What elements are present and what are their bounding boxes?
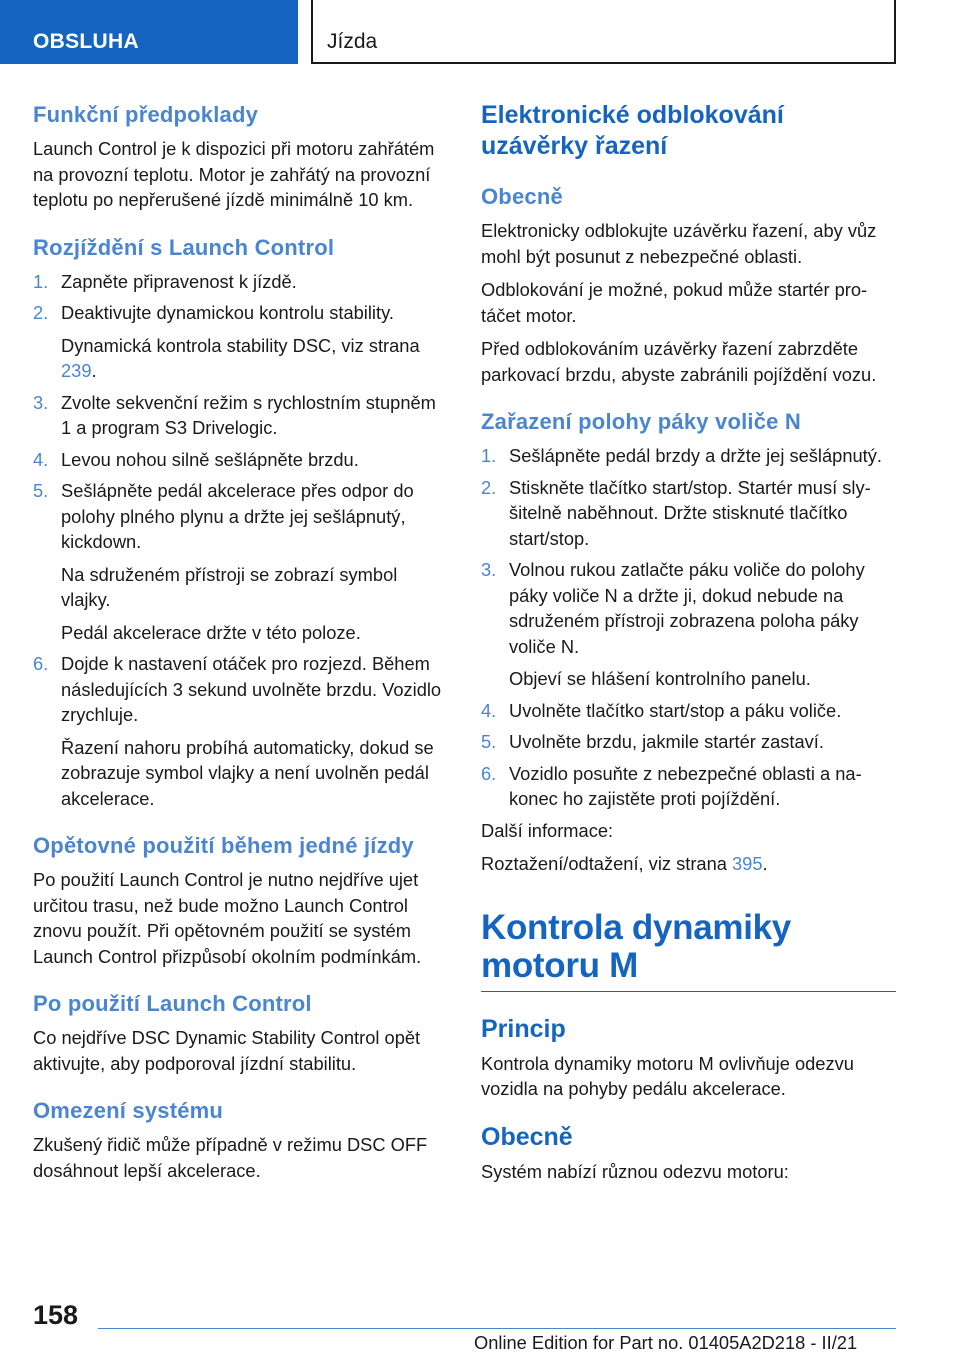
step-note: Řazení nahoru probíhá automaticky, dokud se zobrazuje symbol vlajky a není uvolněn pedál akcelerace. [61,736,434,809]
step-note: Dynamická kontrola stability DSC, viz strana 239. [61,334,420,381]
step-note: Na sdruženém přístroji se zobrazí symbol vlajky. [61,563,398,610]
page-link-239[interactable]: 239 [61,360,92,381]
requirements-text: Launch Control je k dispozici při motoru zahřátém na provozní teplotu. Motor je zahřátý na provozní teplotu po nepřerušené jízdě minimálně 10 km. [33,138,435,210]
list-item: 3. Zvolte sekvenční režim s rychlostním stupněm 1 a program S3 Drivelogic. [33,391,436,438]
list-item: 4. Levou nohou silně sešlápněte brzdu. [33,448,359,470]
footer-rule [98,1328,896,1329]
step-note: Objeví se hlášení kontrolního panelu. [509,668,811,689]
list-item: 5. Sešlápněte pedál akcelerace přes odpor do polohy plného plynu a držte jej sešlápnutý, kickdown. Na sdruženém přístroji se zobrazí symbol vlajky. Pedál akcelerace držte v této poloze. [33,478,448,645]
general-2-text: Systém nabízí různou odezvu motoru: [481,1160,789,1182]
heading-general-2: Obecně [481,1122,573,1151]
right-column [481,100,896,1192]
section-title: OBSLUHA [33,30,139,53]
list-item: 6. Vozidlo posuňte z nebezpečné oblasti a nakonec ho zajistěte proti pojíždění. [481,762,862,809]
heading-engine-dynamics: Kontrola dynamiky motoru M [481,907,791,985]
step-note: Pedál akcelerace držte v této poloze. [61,621,361,643]
general-text-1: Elektronicky odblokujte uzávěrku řazení, aby vůz mohl být posunut z nebezpečné oblasti. [481,220,877,267]
heading-launch-start: Rozjíždění s Launch Control [33,234,335,260]
left-column [33,100,448,1191]
launch-steps-list [33,269,448,812]
list-item: 4. Uvolněte tlačítko start/stop a páku voliče. [481,699,842,721]
page-number: 158 [33,1300,79,1330]
list-item: 2. Deaktivujte dynamickou kontrolu stability. Dynamická kontrola stability DSC, viz strana 239. [33,300,448,384]
heading-reuse: Opětovné použití během jedné jízdy [33,833,414,858]
general-text-2: Odblokování je možné, pokud může startér protáčet motor. [481,279,868,326]
heading-rule [481,991,896,992]
page-link-395[interactable]: 395 [732,853,763,874]
neutral-steps-list [481,443,896,812]
chapter-tab [311,0,896,64]
heading-general: Obecně [481,184,563,209]
heading-neutral: Zařazení polohy páky voliče N [481,409,802,434]
general-text-3: Před odblokováním uzávěrky řazení zabrzděte parkovací brzdu, abyste zabránili pojíždění vozu. [481,338,877,385]
edition-text: Online Edition for Part no. 01405A2D218 - II/21 [474,1332,858,1353]
after-use-text: Co nejdříve DSC Dynamic Stability Control opět aktivujte, aby podporoval jízdní stabilitu. [33,1027,421,1074]
limits-text: Zkušený řidič může případně v režimu DSC OFF dosáhnout lepší akcelerace. [33,1134,428,1181]
list-item: 5. Uvolněte brzdu, jakmile startér zastaví. [481,731,824,752]
more-info-ref: Roztažení/odtažení, viz strana 395. [481,853,768,874]
heading-limits: Omezení systému [33,1098,224,1123]
list-item: 2. Stiskněte tlačítko start/stop. Startér musí slyšitelně naběhnout. Držte stisknuté tlačítko start/stop. [481,476,871,549]
principle-text: Kontrola dynamiky motoru M ovlivňuje odezvu vozidla na pohyby pedálu akcelerace. [481,1052,854,1099]
heading-after-use: Po použití Launch Control [33,991,312,1016]
more-info-label: Další informace: [481,819,614,841]
list-item: 1. Sešlápněte pedál brzdy a držte jej sešlápnutý. [481,445,882,466]
heading-requirements: Funkční předpoklady [33,102,259,127]
reuse-text: Po použití Launch Control je nutno nejdříve ujet určitou trasu, než bude možno Launch Control znovu použít. Při opětovném použití se systém Launch Control přizpůsobí okolním podmínkám. [33,869,422,967]
section-tab [0,0,298,64]
list-item: 1. Zapněte připravenost k jízdě. [33,270,297,292]
list-item: 6. Dojde k nastavení otáček pro rozjezd. Během následujících 3 sekund uvolněte brzdu. Vozidlo zrychluje. Řazení nahoru probíhá automaticky, dokud se zobrazuje symbol vlajky a není uvolněn pedál akcelerace. [33,651,448,811]
list-item: 3. Volnou rukou zatlačte páku voliče do polohy páky voliče N a držte ji, dokud nebude na sdruženém přístroji zobrazena poloha páky voliče N. Objeví se hlášení kontrolního panelu. [481,557,896,692]
heading-principle: Princip [481,1014,566,1043]
chapter-title: Jízda [327,30,378,53]
heading-shift-lock-release: Elektronické odblokování uzávěrky řazení [481,101,784,160]
